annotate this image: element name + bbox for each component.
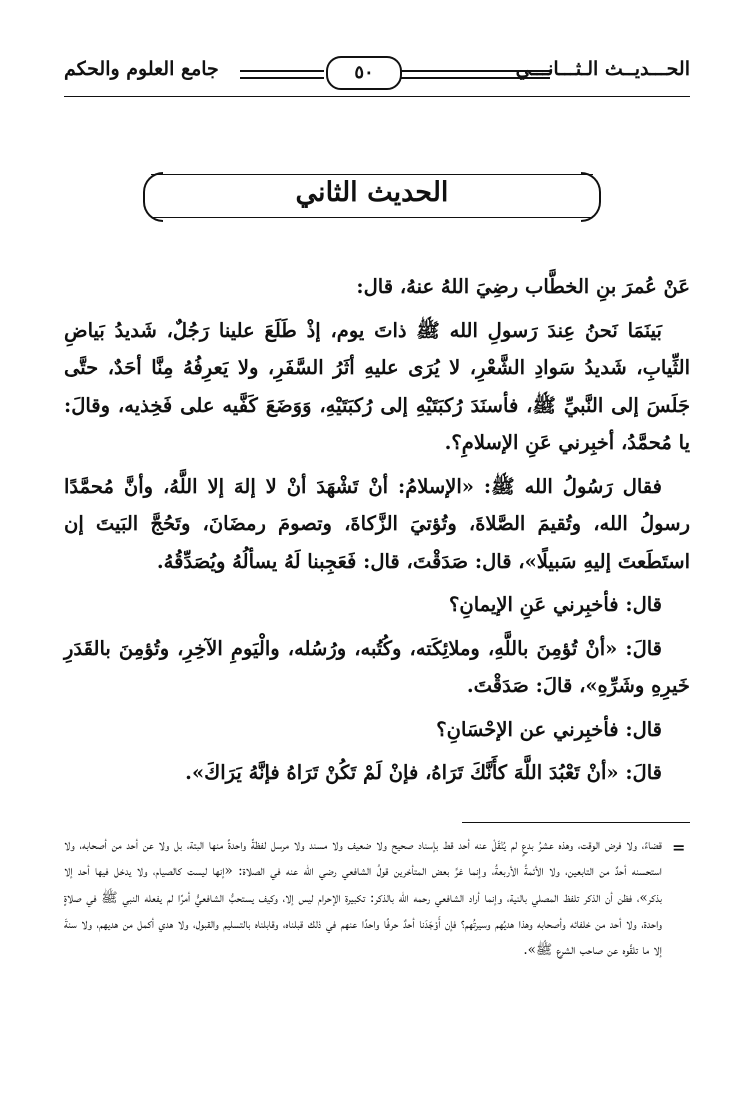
section-title: الحديث الثاني [295, 177, 449, 208]
paragraph-answer-ihsan: قالَ: «أنْ تَعْبُدَ اللَّهَ كأَنَّكَ تَرَاهُ، فإنْ لَمْ تَكُنْ تَرَاهُ فإنَّهُ يَرَاكَ». [185, 761, 662, 784]
hadith-text [64, 268, 690, 798]
header-ornament-left [240, 70, 324, 79]
footnote-separator [462, 822, 690, 823]
running-header [64, 56, 690, 94]
paragraph-story: بَينَمَا نَحنُ عِندَ رَسولِ الله ﷺ ذاتَ يوم، إذْ طَلَعَ علينا رَجُلٌ، شَديدُ بَياضِ الثِّيابِ، شَديدُ سَوادِ الشَّعْرِ، لا يُرَى عليهِ أثَرُ السَّفَرِ، ولا يَعرِفُهُ مِنَّا أحَدٌ، حتَّى جَلَسَ إلى النَّبيِّ ﷺ، فأسنَدَ رُكبَتَيْهِ إلى رُكبَتَيْهِ، وَوَضَعَ كَفَّيه على فَخِذيه، وقالَ: يا مُحمَّدُ، أخبِرني عَنِ الإسلامِ؟. [64, 318, 690, 454]
paragraph-answer-iman: قالَ: «أنْ تُؤمِنَ باللَّهِ، وملائِكَته، وكُتُبه، ورُسُله، والْيَومِ الآخِرِ، وتُؤمِنَ بالقَدَرِ خَيرِهِ وشَرِّهِ»، قالَ: صَدَقْتَ. [64, 636, 690, 697]
paragraph-islam: فقال رَسُولُ الله ﷺ: «الإسلامُ: أنْ تَشْهَدَ أنْ لا إلهَ إلا اللَّهُ، وأنَّ مُحمَّدًا رسولُ الله، وتُقيمَ الصَّلاةَ، وتُؤتيَ الزَّكاةَ، وتصومَ رمضَانَ، وتَحُجَّ البَيتَ إن استَطَعتَ إليهِ سَبيلًا»، قال: صَدَقْتَ، قال: فَعَجِبنا لَهُ يسألُهُ ويُصَدِّقُهُ. [64, 474, 690, 573]
paragraph-question-iman: قال: فأخبِرني عَنِ الإيمانِ؟ [449, 593, 662, 616]
header-ornament-right [400, 70, 550, 79]
chapter-heading: الحـــديــث الـثـــانـــي [515, 58, 690, 80]
header-rule [64, 96, 690, 97]
page-number: ٥٠ [326, 56, 402, 90]
footnote-text: قضاءً، ولا فرض الوقت، وهذه عشرُ بدعٍ لم يُنْقَلْ عنه أحد قط بإسناد صحيح ولا ضعيف ولا مسند ولا مرسل لفظةً واحدةً منها البتة، بل ولا عن أحد من أصحابه، ولا استحسنه أحدٌ من التابعين، ولا الأئمةُ الأربعةُ، وإنما غرَّ بعض المتأخرين قولُ الشافعي رضي الله عنه في الصلاة: «إنها ليست كالصيام، ولا يدخل فيها أحد إلا بذكر»، فظن أن الذكر تلفظ المصلي بالنية، وإنما أراد الشافعي رحمه الله بالذكر: تكبيرة الإحرام ليس إلا، وكيف يستحبُّ الشافعيُّ أمرًا لم يفعله النبي ﷺ في صلاةٍ واحدة، ولا أحد من خلفائه وأصحابه وهذا هديُهم وسيرتُهم؟ فإن أَوْجَدَنا أحدٌ حرفًا واحدًا عنهم في ذلك قبلناه، وقابلناه بالتسليم والقبول، ولا هدي أكمل من هديهم، ولا سنةَ إلا ما تلقَّوه عن صاحب الشرع ﷺ». [64, 837, 662, 959]
paragraph-narrator: عَنْ عُمرَ بنِ الخطَّاب رضِيَ اللهُ عنهُ، قال: [356, 275, 690, 298]
footnote-continuation-marker: = [672, 838, 686, 857]
paragraph-question-ihsan: قال: فأخبِرني عن الإحْسَانِ؟ [436, 717, 662, 741]
book-title: جامع العلوم والحكم [64, 58, 219, 80]
section-title-frame [143, 168, 601, 224]
